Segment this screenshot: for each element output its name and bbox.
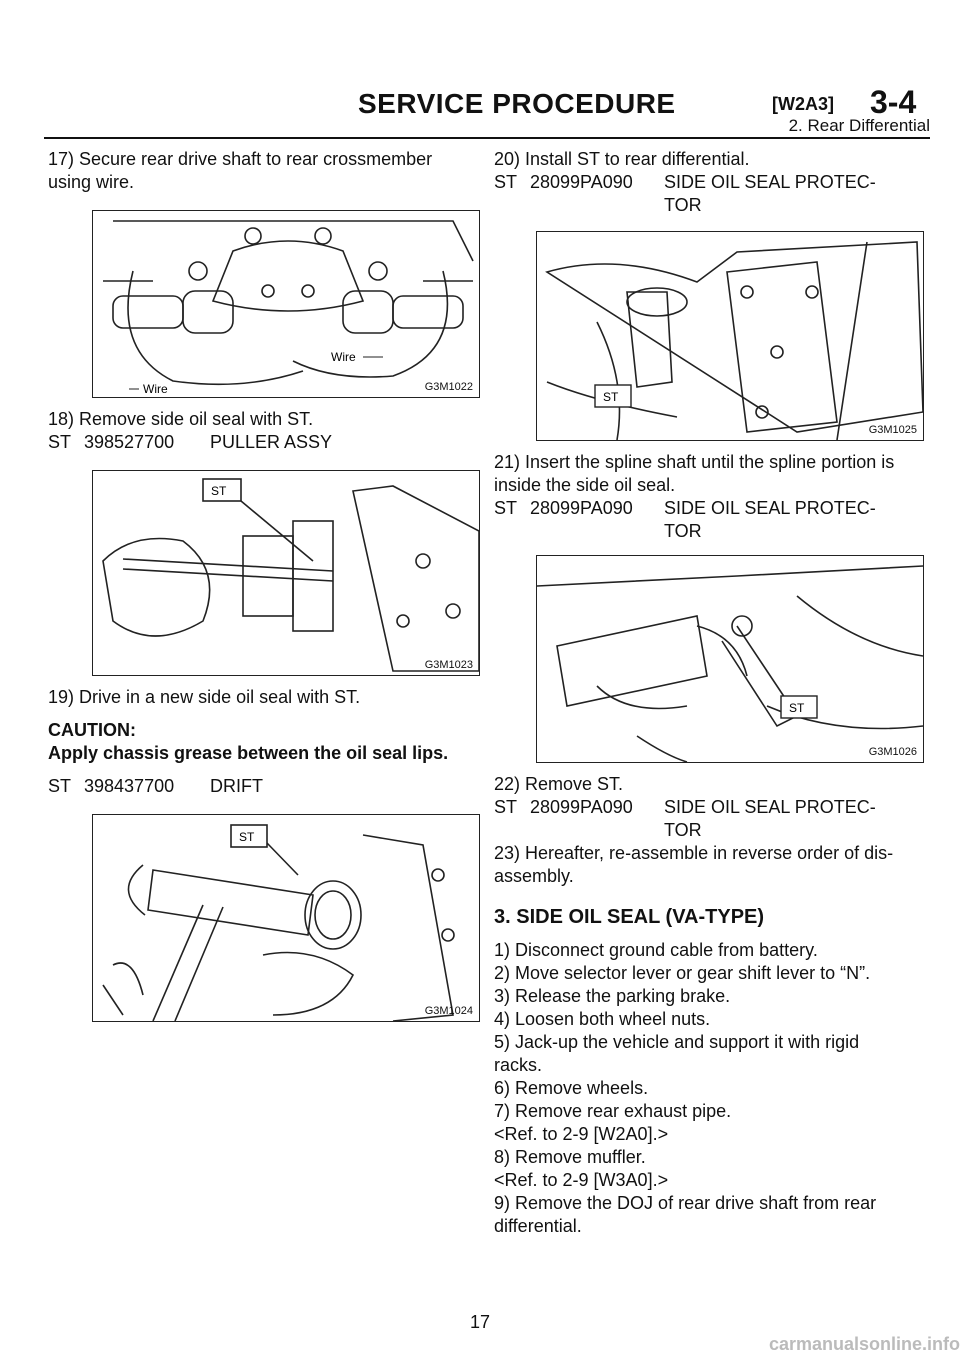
va-step-5-line-1: 5) Jack-up the vehicle and support it with rigid <box>494 1032 860 1052</box>
wire-label-b: Wire <box>143 382 168 396</box>
figure-drive-shaft-wire <box>92 210 480 398</box>
step-22: 22) Remove ST. <box>494 774 624 794</box>
left-column <box>48 148 473 1022</box>
figure-drift <box>92 814 480 1022</box>
step-20: 20) Install ST to rear differential. <box>494 149 750 169</box>
st-22-row <box>494 796 930 819</box>
st-tool-name: PULLER ASSY <box>210 432 333 452</box>
wire-label-left <box>129 382 168 396</box>
section-code: [W2A3] <box>772 94 834 114</box>
st-tool-name: SIDE OIL SEAL PROTEC- <box>664 797 876 817</box>
section-number: 3-4 <box>870 84 917 120</box>
figure-install-protector <box>536 231 924 441</box>
st-label: ST <box>48 432 72 452</box>
step-23-line-1: 23) Hereafter, re-assemble in reverse order of dis- <box>494 843 894 863</box>
figure-insert-spline <box>536 555 924 763</box>
st-part-number: 28099PA090 <box>530 498 633 518</box>
section-heading: 3. SIDE OIL SEAL (VA-TYPE) <box>494 906 765 928</box>
right-column <box>494 148 930 1238</box>
st-tool-name: SIDE OIL SEAL PROTEC- <box>664 498 876 518</box>
st-label: ST <box>494 498 518 518</box>
va-step-5-line-2: racks. <box>494 1055 543 1075</box>
va-step-8-reference: <Ref. to 2-9 [W3A0].> <box>494 1170 669 1190</box>
st-tool-name-continued: TOR <box>664 820 702 840</box>
va-step-9-line-1: 9) Remove the DOJ of rear drive shaft from rear <box>494 1193 877 1213</box>
figure-id: G3M1025 <box>868 424 917 436</box>
va-step-6: 6) Remove wheels. <box>494 1078 649 1098</box>
va-step-3: 3) Release the parking brake. <box>494 986 731 1006</box>
st-tool-name-continued: TOR <box>664 195 702 215</box>
st-callout: ST <box>603 390 619 404</box>
st-label: ST <box>48 776 72 796</box>
page-number: 17 <box>469 1312 491 1332</box>
st-21-row <box>494 497 930 520</box>
step-21-line-2: inside the side oil seal. <box>494 475 676 495</box>
st-tool-name-continued: TOR <box>664 521 702 541</box>
st-callout: ST <box>789 701 805 715</box>
figure-puller-assy <box>92 470 480 676</box>
st-tool-name: SIDE OIL SEAL PROTEC- <box>664 172 876 192</box>
header-divider <box>44 137 930 139</box>
page-header-title: SERVICE PROCEDURE <box>358 88 676 119</box>
drive-shaft-illustration <box>93 211 479 397</box>
st-callout: ST <box>239 830 255 844</box>
drift-illustration <box>93 815 479 1021</box>
va-step-1: 1) Disconnect ground cable from battery. <box>494 940 818 960</box>
step-17-line-1: 17) Secure rear drive shaft to rear crossmember <box>48 149 433 169</box>
st-part-number: 398437700 <box>84 776 175 796</box>
va-step-4: 4) Loosen both wheel nuts. <box>494 1009 711 1029</box>
st-part-number: 398527700 <box>84 432 175 452</box>
st-label: ST <box>494 797 518 817</box>
step-17-line-2: using wire. <box>48 172 135 192</box>
st-part-number: 28099PA090 <box>530 172 633 192</box>
st-part-number: 28099PA090 <box>530 797 633 817</box>
st-callout: ST <box>211 484 227 498</box>
va-step-2: 2) Move selector lever or gear shift lever to “N”. <box>494 963 871 983</box>
st-label: ST <box>494 172 518 192</box>
st-18-row <box>48 431 466 454</box>
watermark-url: carmanualsonline.info <box>768 1334 960 1354</box>
spline-shaft-illustration <box>537 556 923 762</box>
page-header-subtitle: 2. Rear Differential <box>788 116 930 135</box>
step-21-line-1: 21) Insert the spline shaft until the spline portion is <box>494 452 895 472</box>
va-step-8: 8) Remove muffler. <box>494 1147 646 1167</box>
figure-id: G3M1024 <box>424 1005 473 1017</box>
va-step-7: 7) Remove rear exhaust pipe. <box>494 1101 732 1121</box>
wire-label-a: Wire <box>331 350 356 364</box>
st-19-row <box>48 775 466 798</box>
va-step-7-reference: <Ref. to 2-9 [W2A0].> <box>494 1124 669 1144</box>
puller-illustration <box>93 471 479 675</box>
wire-label-right <box>331 350 383 364</box>
protector-install-illustration <box>537 232 923 440</box>
figure-id: G3M1022 <box>424 381 473 393</box>
figure-id: G3M1023 <box>424 659 473 671</box>
caution-title: CAUTION: <box>48 720 136 740</box>
step-23-line-2: assembly. <box>494 866 574 886</box>
caution-text: Apply chassis grease between the oil seal lips. <box>48 743 449 763</box>
step-19: 19) Drive in a new side oil seal with ST. <box>48 687 361 707</box>
figure-id: G3M1026 <box>868 746 917 758</box>
step-18: 18) Remove side oil seal with ST. <box>48 409 314 429</box>
st-20-row <box>494 171 930 194</box>
va-step-9-line-2: differential. <box>494 1216 582 1236</box>
st-tool-name: DRIFT <box>210 776 263 796</box>
